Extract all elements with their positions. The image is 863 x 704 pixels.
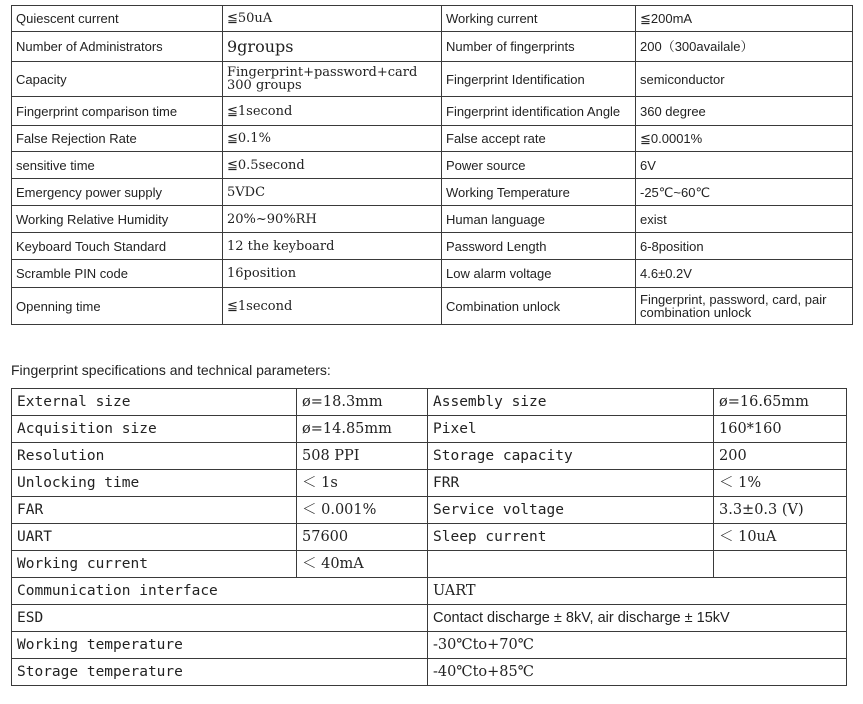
table-row (12, 206, 853, 233)
table-cell (714, 551, 847, 578)
table-cell: 360 degree (636, 97, 853, 126)
table-cell: ＜ 0.001% (297, 497, 428, 524)
table-row (12, 152, 853, 179)
table-row (12, 288, 853, 325)
table-cell: 20%~90%RH (223, 206, 442, 233)
table-cell: Storage temperature (12, 659, 428, 686)
fingerprint-specs-body (12, 389, 847, 686)
table-cell: Assembly size (428, 389, 714, 416)
table-row (12, 470, 847, 497)
table-cell: UART (428, 578, 847, 605)
table-cell: ≦0.1% (223, 126, 442, 152)
table-row (12, 6, 853, 32)
table-cell: Contact discharge ± 8kV, air discharge ± 15kV (428, 605, 847, 632)
table-cell: 508 PPI (297, 443, 428, 470)
table-cell: Combination unlock (442, 288, 636, 325)
table-row (12, 632, 847, 659)
table-row (12, 524, 847, 551)
table-cell: 6V (636, 152, 853, 179)
table-cell: UART (12, 524, 297, 551)
table-cell: -25℃~60℃ (636, 179, 853, 206)
table-cell: Scramble PIN code (12, 260, 223, 288)
table-cell: 9groups (223, 32, 442, 62)
table-cell: Working current (442, 6, 636, 32)
table-cell: Quiescent current (12, 6, 223, 32)
table-cell: Keyboard Touch Standard (12, 233, 223, 260)
table-row (12, 260, 853, 288)
fingerprint-specs-table (11, 388, 847, 686)
table-cell: 6-8position (636, 233, 853, 260)
table-cell: Working Relative Humidity (12, 206, 223, 233)
table-cell: ≦0.5second (223, 152, 442, 179)
table-cell: False accept rate (442, 126, 636, 152)
table-row (12, 179, 853, 206)
spec-table-body (12, 6, 853, 325)
table-cell: 4.6±0.2V (636, 260, 853, 288)
table-cell: 160*160 (714, 416, 847, 443)
table-row (12, 443, 847, 470)
table-cell: 5VDC (223, 179, 442, 206)
table-cell: -30℃to+70℃ (428, 632, 847, 659)
table-cell: ≦0.0001% (636, 126, 853, 152)
table-cell: ESD (12, 605, 428, 632)
table-cell: ≦1second (223, 288, 442, 325)
table-cell: 16position (223, 260, 442, 288)
table-row (12, 389, 847, 416)
table-row (12, 32, 853, 62)
table-cell: 200 (714, 443, 847, 470)
table-cell: Number of Administrators (12, 32, 223, 62)
table-cell (428, 551, 714, 578)
table-cell: Service voltage (428, 497, 714, 524)
table-cell: Fingerprint Identification (442, 62, 636, 97)
table-cell: 57600 (297, 524, 428, 551)
table-cell: External size (12, 389, 297, 416)
table-cell: ＜ 1% (714, 470, 847, 497)
table-row (12, 416, 847, 443)
spec-table (11, 5, 853, 325)
table-cell: ø=14.85mm (297, 416, 428, 443)
table-cell: ＜ 40mA (297, 551, 428, 578)
table-cell: Fingerprint comparison time (12, 97, 223, 126)
table-cell: Number of fingerprints (442, 32, 636, 62)
table-cell: ø=16.65mm (714, 389, 847, 416)
table-cell: Resolution (12, 443, 297, 470)
table-cell: -40℃to+85℃ (428, 659, 847, 686)
table-cell: Unlocking time (12, 470, 297, 497)
table-cell: Password Length (442, 233, 636, 260)
section-heading: Fingerprint specifications and technical parameters: (11, 362, 331, 378)
table-cell: Storage capacity (428, 443, 714, 470)
table-cell: 3.3±0.3 (V) (714, 497, 847, 524)
table-cell: Emergency power supply (12, 179, 223, 206)
table-row (12, 126, 853, 152)
table-cell: Working temperature (12, 632, 428, 659)
table-cell: Acquisition size (12, 416, 297, 443)
table-cell: Low alarm voltage (442, 260, 636, 288)
table-cell: exist (636, 206, 853, 233)
table-cell: ≦200mA (636, 6, 853, 32)
table-cell: ≦50uA (223, 6, 442, 32)
table-row (12, 233, 853, 260)
table-cell: Working Temperature (442, 179, 636, 206)
table-cell: ＜ 1s (297, 470, 428, 497)
table-cell: FRR (428, 470, 714, 497)
table-row (12, 659, 847, 686)
table-cell: FAR (12, 497, 297, 524)
table-cell: False Rejection Rate (12, 126, 223, 152)
table-cell: Power source (442, 152, 636, 179)
table-cell: ＜ 10uA (714, 524, 847, 551)
table-row (12, 578, 847, 605)
table-cell: sensitive time (12, 152, 223, 179)
table-cell: Working current (12, 551, 297, 578)
table-cell: semiconductor (636, 62, 853, 97)
table-cell: Fingerprint identification Angle (442, 97, 636, 126)
table-cell: Capacity (12, 62, 223, 97)
table-row (12, 605, 847, 632)
table-cell: Pixel (428, 416, 714, 443)
table-cell: Human language (442, 206, 636, 233)
table-cell: Communication interface (12, 578, 428, 605)
table-row (12, 62, 853, 97)
table-cell: Fingerprint, password, card, pair combination unlock (636, 288, 853, 325)
table-cell: ≦1second (223, 97, 442, 126)
table-cell: Sleep current (428, 524, 714, 551)
table-row (12, 497, 847, 524)
table-cell: Fingerprint+password+card 300 groups (223, 62, 442, 97)
table-cell: 12 the keyboard (223, 233, 442, 260)
table-row (12, 551, 847, 578)
table-cell: ø=18.3mm (297, 389, 428, 416)
table-row (12, 97, 853, 126)
table-cell: 200（300availale） (636, 32, 853, 62)
table-cell: Openning time (12, 288, 223, 325)
